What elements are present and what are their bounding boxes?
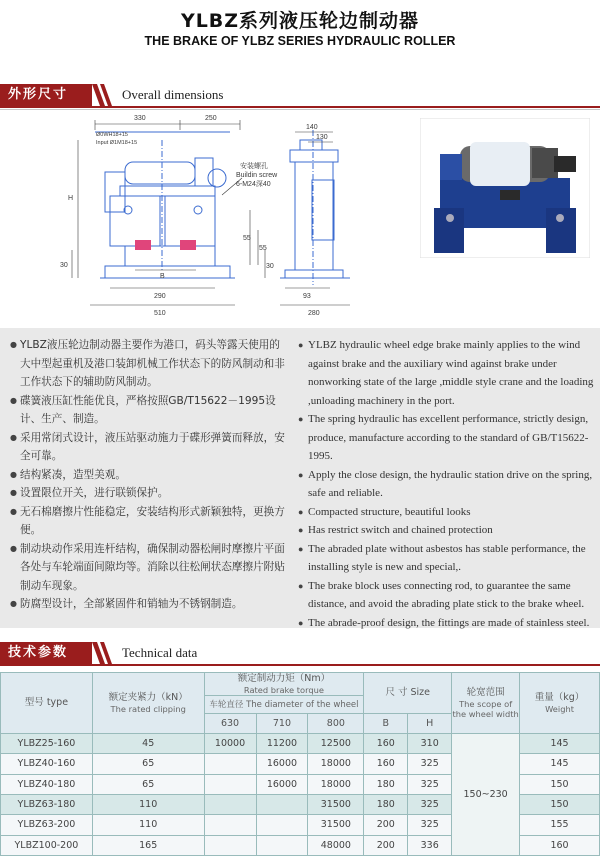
cell-t800: 18000 bbox=[308, 774, 364, 794]
cell-H: 325 bbox=[408, 815, 452, 835]
stripe-decoration-icon bbox=[92, 642, 114, 664]
bolt-label-cn: 安装螺孔 bbox=[240, 163, 268, 170]
dim-93: 93 bbox=[303, 293, 311, 300]
dim-280: 280 bbox=[308, 310, 320, 317]
cell-B: 180 bbox=[364, 774, 408, 794]
section-tag: 技术参数 bbox=[0, 642, 92, 664]
cell-weight: 150 bbox=[520, 774, 600, 794]
cell-B: 200 bbox=[364, 835, 408, 855]
cell-B: 160 bbox=[364, 754, 408, 774]
cell-t710: 16000 bbox=[256, 774, 308, 794]
desc-en-item: ● YLBZ hydraulic wheel edge brake mainly applies to the wind against brake and the auxiliary wind against brake under nonworking state of the large ,middle style crane and the loading ,unloading machinery in the port. bbox=[298, 336, 596, 410]
cell-H: 325 bbox=[408, 774, 452, 794]
desc-cn-item: ● YLBZ液压轮边制动器主要作为港口，码头等露天使用的大中型起重机及港口装卸机械工作状态下的防风制动和非工作状态下的辅助防风制动。 bbox=[10, 336, 288, 392]
dim-B: B bbox=[160, 273, 165, 280]
cell-H: 336 bbox=[408, 835, 452, 855]
cell-B: 160 bbox=[364, 734, 408, 754]
header-wheel-diameter: 车轮直径 The diameter of the wheel bbox=[204, 696, 364, 714]
cell-t710 bbox=[256, 815, 308, 835]
cell-clamp: 110 bbox=[92, 794, 204, 814]
dim-55b: 55 bbox=[259, 245, 267, 252]
section-title-en: Overall dimensions bbox=[122, 87, 224, 102]
cell-t800: 31500 bbox=[308, 815, 364, 835]
cell-t710: 16000 bbox=[256, 754, 308, 774]
cell-t710 bbox=[256, 794, 308, 814]
cell-t630 bbox=[204, 774, 256, 794]
cell-t800: 12500 bbox=[308, 734, 364, 754]
dim-250: 250 bbox=[205, 115, 217, 122]
header-size-B: B bbox=[364, 714, 408, 734]
description-cn bbox=[10, 336, 288, 614]
cell-weight: 150 bbox=[520, 794, 600, 814]
cell-clamp: 65 bbox=[92, 754, 204, 774]
wheel-label-1: Ø0WH18+15 bbox=[96, 132, 128, 138]
cell-clamp: 45 bbox=[92, 734, 204, 754]
description-panel bbox=[0, 328, 600, 628]
desc-en-item: ● The spring hydraulic has excellent performance, strictly design, produce, manufacture according to the standard of GB/T15622-1995. bbox=[298, 410, 596, 466]
cell-t630 bbox=[204, 794, 256, 814]
header-range: 轮宽范围 The scope of the wheel width bbox=[452, 673, 520, 734]
cell-H: 325 bbox=[408, 794, 452, 814]
cell-range: 150~230 bbox=[452, 734, 520, 856]
cell-model: YLBZ40-160 bbox=[1, 754, 93, 774]
cell-clamp: 165 bbox=[92, 835, 204, 855]
wheel-label-2: Input Ø1M18+15 bbox=[96, 140, 138, 146]
bolt-spec: 6-M24深40 bbox=[236, 181, 271, 188]
cell-B: 180 bbox=[364, 794, 408, 814]
cell-t800: 18000 bbox=[308, 754, 364, 774]
cell-model: YLBZ40-180 bbox=[1, 774, 93, 794]
cell-clamp: 65 bbox=[92, 774, 204, 794]
dim-290: 290 bbox=[154, 293, 166, 300]
header-model: 型号 type bbox=[1, 673, 93, 734]
header-wheel-800: 800 bbox=[308, 714, 364, 734]
header-wheel-710: 710 bbox=[256, 714, 308, 734]
dim-30: 30 bbox=[60, 262, 68, 269]
desc-en-item: ● Apply the close design, the hydraulic station drive on the spring, safe and reliable. bbox=[298, 466, 596, 503]
cell-t800: 48000 bbox=[308, 835, 364, 855]
dim-30b: 30 bbox=[266, 263, 274, 270]
page-title-en: THE BRAKE OF YLBZ SERIES HYDRAULIC ROLLER bbox=[144, 34, 456, 48]
cell-H: 325 bbox=[408, 754, 452, 774]
cell-clamp: 110 bbox=[92, 815, 204, 835]
desc-en-item: ● Compacted structure, beautiful looks bbox=[298, 503, 596, 522]
desc-cn-item: ● 碟簧液压缸性能优良，严格按照GB/T15622－1995设计、生产、制造。 bbox=[10, 392, 288, 429]
dim-330: 330 bbox=[134, 115, 146, 122]
dim-H: H bbox=[68, 195, 74, 202]
bolt-label-en: Buildin screw bbox=[236, 172, 278, 179]
product-photo bbox=[420, 118, 590, 258]
desc-cn-item: ● 采用常闭式设计，液压站驱动施力于碟形弹簧而释放，安全可靠。 bbox=[10, 429, 288, 466]
dim-130: 130 bbox=[316, 134, 328, 141]
cell-weight: 155 bbox=[520, 815, 600, 835]
cell-model: YLBZ100-200 bbox=[1, 835, 93, 855]
desc-en-item: ● The abraded plate without asbestos has stable performance, the installing style is new and special,. bbox=[298, 540, 596, 577]
technical-data-table bbox=[0, 672, 600, 856]
desc-cn-item: ● 结构紧凑，造型美观。 bbox=[10, 466, 288, 485]
cell-weight: 145 bbox=[520, 754, 600, 774]
cell-H: 310 bbox=[408, 734, 452, 754]
cell-t630 bbox=[204, 815, 256, 835]
description-en bbox=[298, 336, 596, 632]
cell-weight: 145 bbox=[520, 734, 600, 754]
cell-B: 200 bbox=[364, 815, 408, 835]
cell-t800: 31500 bbox=[308, 794, 364, 814]
cell-model: YLBZ25-160 bbox=[1, 734, 93, 754]
cell-t630 bbox=[204, 754, 256, 774]
page-title-cn: YLBZ系列液压轮边制动器 bbox=[180, 10, 420, 32]
table-row bbox=[1, 734, 600, 754]
cell-t710 bbox=[256, 835, 308, 855]
header-weight: 重量（kg） Weight bbox=[520, 673, 600, 734]
section-header-tech bbox=[0, 642, 600, 664]
header-size: 尺 寸 Size bbox=[364, 673, 452, 714]
header-clamp: 额定夹紧力（kN） The rated clipping bbox=[92, 673, 204, 734]
dim-510: 510 bbox=[154, 310, 166, 317]
desc-cn-item: ● 无石棉磨擦片性能稳定，安装结构形式新颖独特，更换方便。 bbox=[10, 503, 288, 540]
dimension-drawing bbox=[50, 100, 410, 322]
cell-t710: 11200 bbox=[256, 734, 308, 754]
cell-model: YLBZ63-180 bbox=[1, 794, 93, 814]
section-divider bbox=[0, 664, 600, 666]
cell-t630 bbox=[204, 835, 256, 855]
dim-55a: 55 bbox=[243, 235, 251, 242]
cell-model: YLBZ63-200 bbox=[1, 815, 93, 835]
desc-en-item: ● The brake block uses connecting rod, to guarantee the same distance, and avoid the abrading plate stick to the brake wheel. bbox=[298, 577, 596, 614]
dim-140: 140 bbox=[306, 124, 318, 131]
desc-en-item: ● The abrade-proof design, the fittings are made of stainless steel. bbox=[298, 614, 596, 633]
desc-cn-item: ● 设置限位开关，进行联锁保护。 bbox=[10, 484, 288, 503]
desc-en-item: ● Has restrict switch and chained protection bbox=[298, 521, 596, 540]
desc-cn-item: ● 防腐型设计，全部紧固件和销轴为不锈钢制造。 bbox=[10, 595, 288, 614]
cell-weight: 160 bbox=[520, 835, 600, 855]
header-size-H: H bbox=[408, 714, 452, 734]
header-torque: 额定制动力矩（Nm） Rated brake torque bbox=[204, 673, 364, 696]
section-title-en: Technical data bbox=[122, 645, 198, 660]
section-tag: 外形尺寸 bbox=[0, 84, 92, 106]
cell-t630: 10000 bbox=[204, 734, 256, 754]
desc-cn-item: ● 制动块动作采用连杆结构，确保制动器松闸时摩擦片平面各处与车轮端面间隙均等。消除以往松闸状态摩擦片附贴制动车现象。 bbox=[10, 540, 288, 596]
header-wheel-630: 630 bbox=[204, 714, 256, 734]
